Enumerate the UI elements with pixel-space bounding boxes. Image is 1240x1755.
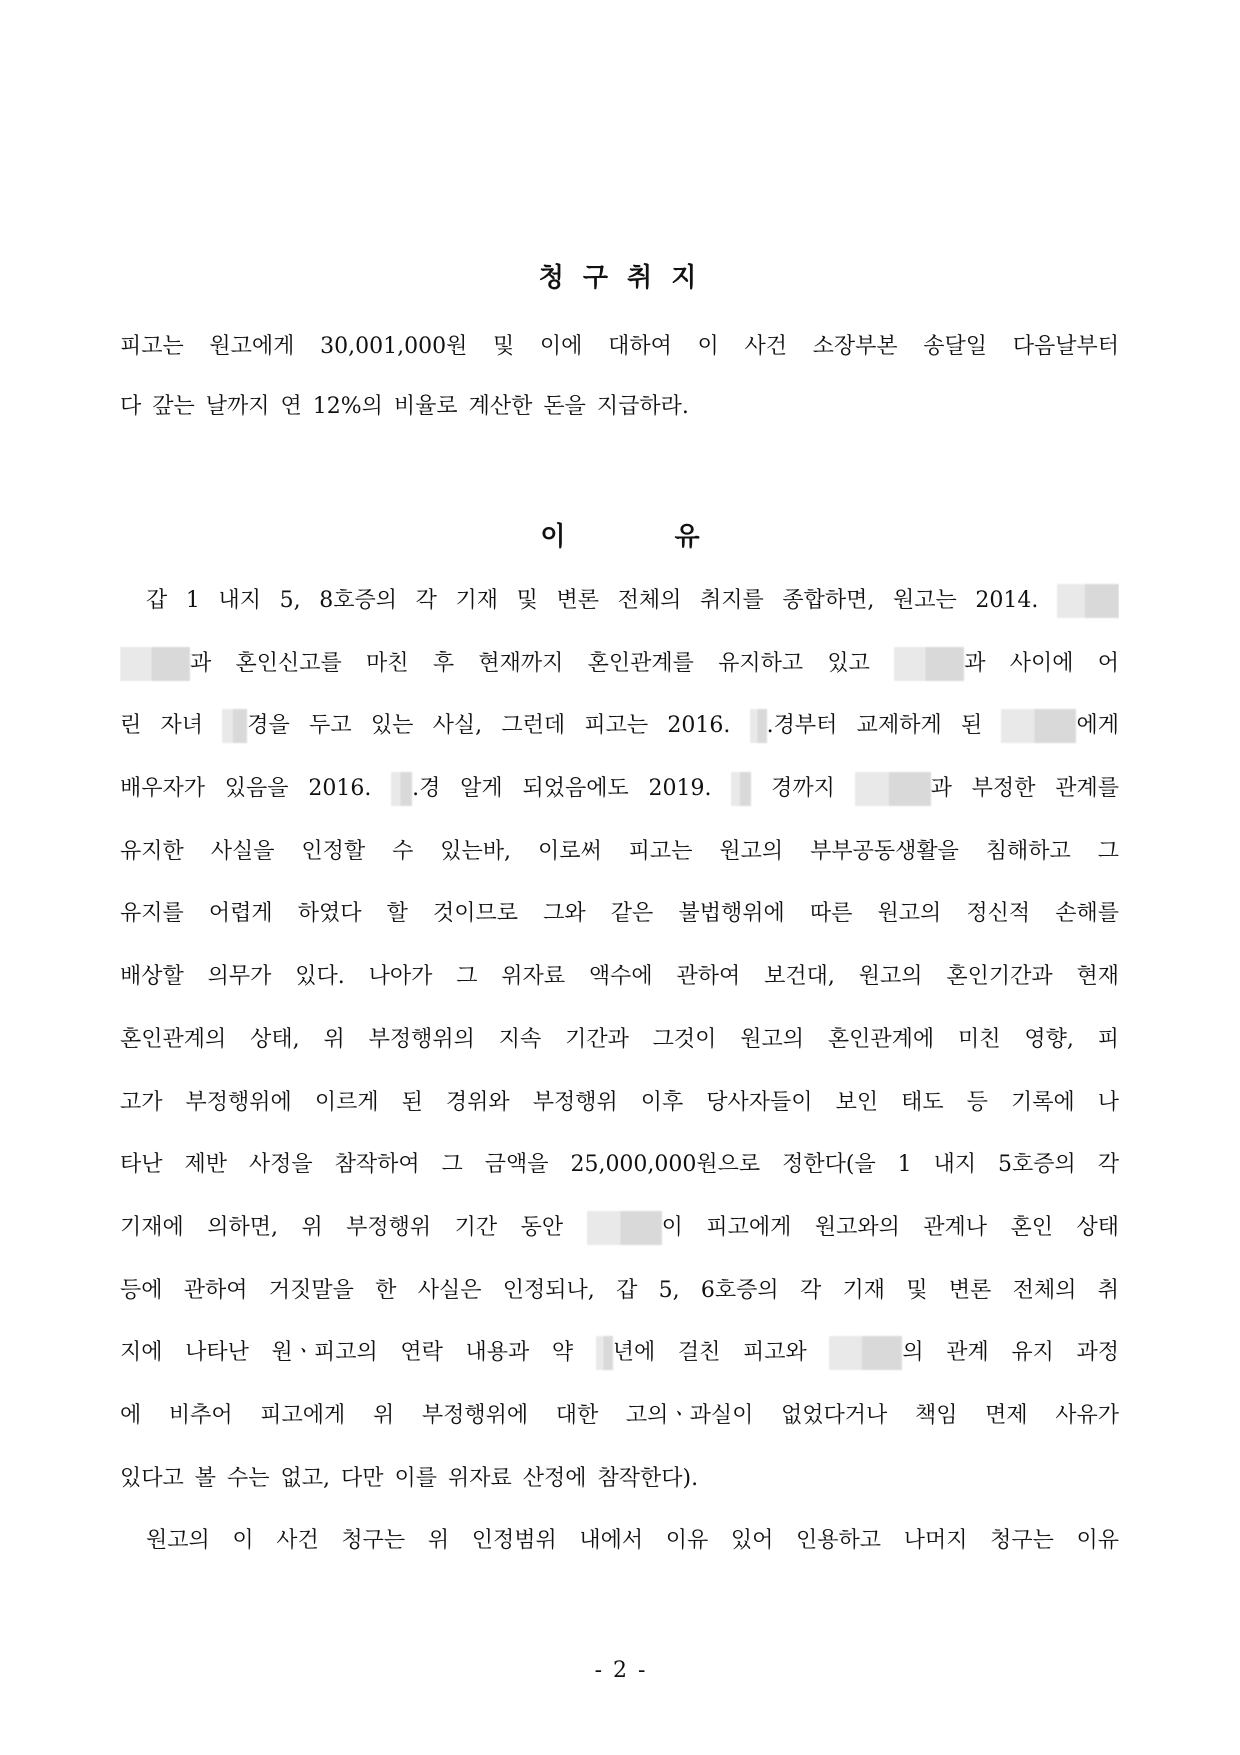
claim-body bbox=[120, 317, 1119, 437]
redaction-block bbox=[120, 647, 190, 681]
reason-line: 고가 부정행위에 이르게 된 경위와 부정행위 이후 당사자들이 보인 태도 등 기록에 나 bbox=[120, 1089, 1119, 1115]
reason-line bbox=[120, 1322, 1119, 1385]
reason-line: 원고의 이 사건 청구는 위 인정범위 내에서 이유 있어 인용하고 나머지 청구는 이유 bbox=[146, 1528, 1119, 1554]
reason-line: 타난 제반 사정을 참작하여 그 금액을 25,000,000원으로 정한다(을 1 내지 5호증의 각 bbox=[120, 1152, 1119, 1178]
reason-line: 배상할 의무가 있다. 나아가 그 위자료 액수에 관하여 보건대, 원고의 혼인기간과 현재 bbox=[120, 964, 1119, 990]
redaction-block bbox=[731, 772, 751, 806]
reason-text: .경 알게 되었음에도 2019. bbox=[412, 776, 732, 802]
redaction-block bbox=[829, 1336, 902, 1370]
redaction-block bbox=[1001, 709, 1076, 743]
reason-line: 있다고 볼 수는 없고, 다만 이를 위자료 산정에 참작한다). bbox=[120, 1465, 699, 1491]
reason-text: 과 사이에 어 bbox=[964, 650, 1119, 676]
redaction-block bbox=[894, 647, 964, 681]
reason-body bbox=[120, 570, 1119, 1573]
reason-text: .경부터 교제하게 된 bbox=[766, 713, 1002, 739]
reason-line bbox=[120, 633, 1119, 696]
reason-heading: 이 유 bbox=[540, 522, 700, 552]
reason-line bbox=[120, 1197, 1119, 1260]
claim-heading: 청 구 취 지 bbox=[538, 263, 702, 293]
reason-line bbox=[120, 570, 1119, 633]
redaction-block bbox=[1057, 584, 1119, 618]
reason-line bbox=[120, 758, 1119, 821]
reason-text: 지에 나타난 원ㆍ피고의 연락 내용과 약 bbox=[120, 1340, 596, 1366]
reason-line: 유지한 사실을 인정할 수 있는바, 이로써 피고는 원고의 부부공동생활을 침해하고 그 bbox=[120, 838, 1119, 864]
redaction-block bbox=[222, 709, 247, 743]
reason-text: 린 자녀 bbox=[120, 713, 223, 739]
page-number: - 2 - bbox=[594, 1658, 646, 1683]
claim-line: 다 갚는 날까지 연 12%의 비율로 계산한 돈을 지급하라. bbox=[120, 394, 689, 419]
redaction-block bbox=[596, 1336, 613, 1370]
reason-line: 에 비추어 피고에게 위 부정행위에 대한 고의ㆍ과실이 없었다거나 책임 면제 사유가 bbox=[120, 1402, 1119, 1428]
reason-text: 의 관계 유지 과정 bbox=[902, 1340, 1119, 1366]
reason-text: 년에 걸친 피고와 bbox=[612, 1340, 830, 1366]
reason-text: 갑 1 내지 5, 8호증의 각 기재 및 변론 전체의 취지를 종합하면, 원고는 2014. bbox=[146, 588, 1057, 613]
redaction-block bbox=[587, 1211, 662, 1245]
reason-line: 등에 관하여 거짓말을 한 사실은 인정되나, 갑 5, 6호증의 각 기재 및 변론 전체의 취 bbox=[120, 1277, 1119, 1303]
redaction-block bbox=[855, 772, 931, 806]
reason-text: 기재에 의하면, 위 부정행위 기간 동안 bbox=[120, 1214, 587, 1240]
redaction-block bbox=[391, 772, 412, 806]
reason-line: 혼인관계의 상태, 위 부정행위의 지속 기간과 그것이 원고의 혼인관계에 미친 영향, 피 bbox=[120, 1026, 1119, 1052]
reason-text: 이 피고에게 원고와의 관계나 혼인 상태 bbox=[661, 1214, 1119, 1240]
reason-line: 유지를 어렵게 하였다 할 것이므로 그와 같은 불법행위에 따른 원고의 정신적 손해를 bbox=[120, 901, 1119, 927]
reason-text: 경까지 bbox=[751, 776, 855, 802]
reason-line bbox=[120, 695, 1119, 758]
claim-line: 피고는 원고에게 30,001,000원 및 이에 대하여 이 사건 소장부본 송달일 다음날부터 bbox=[120, 334, 1119, 359]
reason-text: 과 부정한 관계를 bbox=[930, 776, 1119, 802]
reason-text: 배우자가 있음을 2016. bbox=[120, 776, 392, 802]
reason-text: 에게 bbox=[1076, 713, 1119, 739]
reason-text: 경을 두고 있는 사실, 그런데 피고는 2016. bbox=[247, 713, 750, 739]
reason-text: 과 혼인신고를 마친 후 현재까지 혼인관계를 유지하고 있고 bbox=[190, 650, 895, 676]
redaction-block bbox=[750, 709, 767, 743]
